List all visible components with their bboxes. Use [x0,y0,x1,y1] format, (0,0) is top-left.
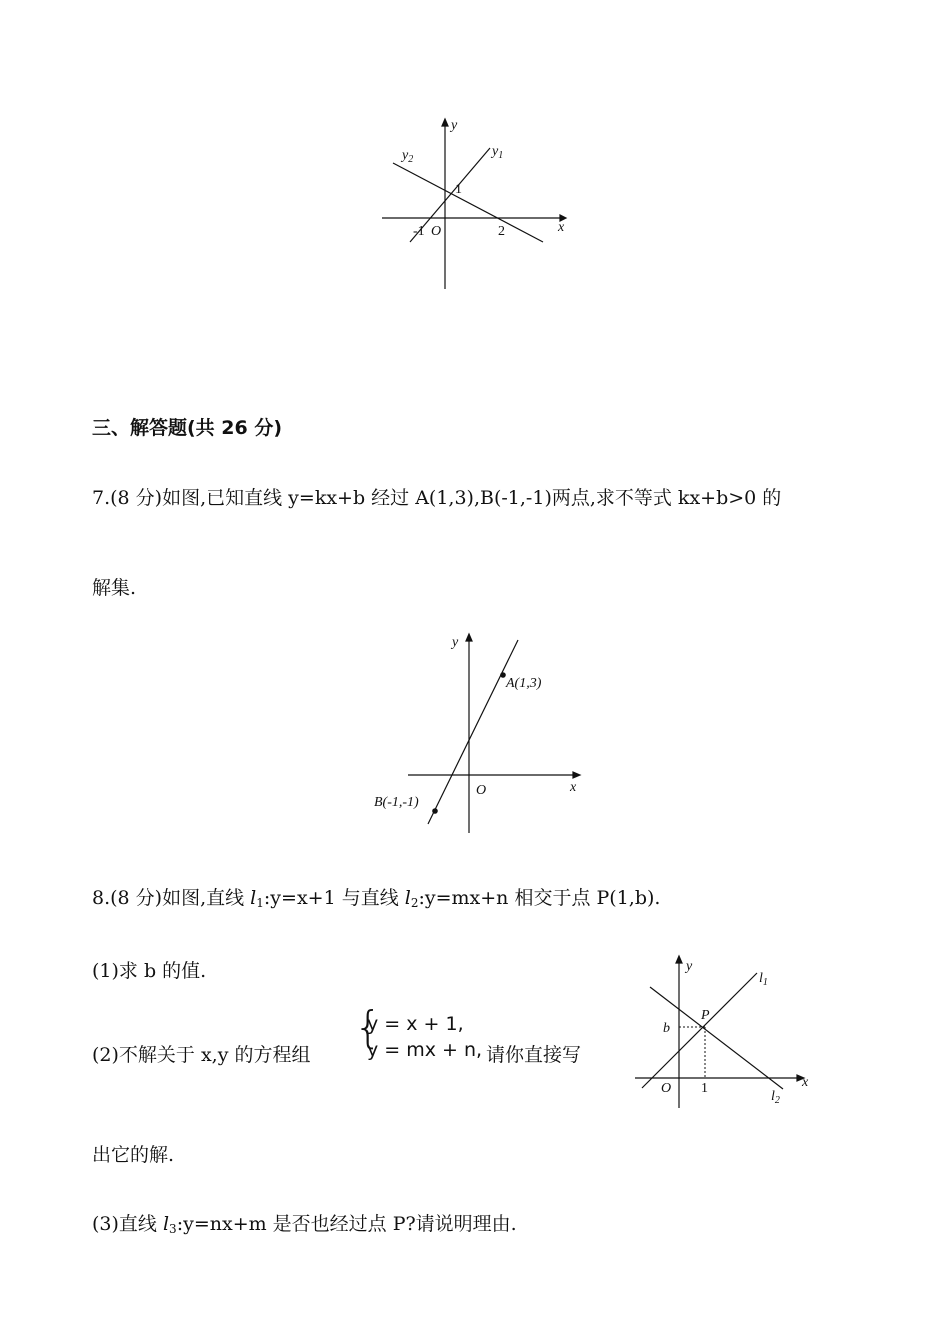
b-label: b [663,1021,670,1036]
x-axis-label: x [570,780,577,795]
q8-part1: (1)求 b 的值. [92,960,207,982]
line-ab [428,640,518,824]
point-a [500,672,506,678]
tick-label-2: 2 [498,224,505,239]
p-label: P [701,1008,710,1023]
line-l2 [650,987,783,1089]
q8-intro: 8.(8 分)如图,直线 $l_1:y=x+1$ 与直线 $l_2:y=mx+n$ 相交于点 P(1,b). [92,887,661,910]
y1-label: $y_1$ [492,144,504,161]
q8-part3: (3)直线 $l_3:y=nx+m$ 是否也经过点 P?请说明理由. [92,1213,517,1236]
l1-label: $l_1$ [759,971,768,988]
y-axis-label: y [452,635,459,650]
x-axis-arrow [573,772,580,778]
l2-label: $l_2$ [771,1089,780,1106]
q7-text-line2: 解集. [92,577,137,599]
x-axis-label: x [558,220,565,235]
tick-label-1: 1 [455,182,462,197]
tick-label-1: 1 [701,1081,708,1096]
point-b [432,808,438,814]
section-title: 三、解答题(共 26 分) [92,417,283,439]
y-axis-arrow [466,634,472,641]
point-a-label: A(1,3) [506,676,542,691]
origin-label: O [476,783,487,798]
system-eq2: y = mx + n, [367,1039,483,1061]
tick-label-neg1: -1 [413,224,425,239]
figure-q8 [630,950,830,1115]
q7-text-line1: 7.(8 分)如图,已知直线 y=kx+b 经过 A(1,3),B(-1,-1)两点,求不等式 kx+b>0 的 [92,487,782,509]
origin-label: O [661,1081,672,1096]
y-axis-label: y [451,118,458,133]
q8-part2-prefix: (2)不解关于 x,y 的方程组 [92,1044,311,1066]
y-axis-label: y [686,959,693,974]
y-axis-arrow [442,119,448,126]
point-b-label: B(-1,-1) [374,795,419,810]
y-axis-arrow [676,956,682,963]
figure-q7 [370,628,590,838]
line-l1 [642,973,757,1088]
system-brace: { [354,1002,382,1053]
q8-part2-cont: 出它的解. [92,1144,175,1166]
figure-y1-y2 [380,115,580,295]
system-eq1: y = x + 1, [367,1013,464,1035]
q8-part2-suffix: 请你直接写 [486,1044,582,1066]
origin-label: O [431,224,442,239]
x-axis-label: x [802,1075,809,1090]
y2-label: $y_2$ [402,148,414,165]
